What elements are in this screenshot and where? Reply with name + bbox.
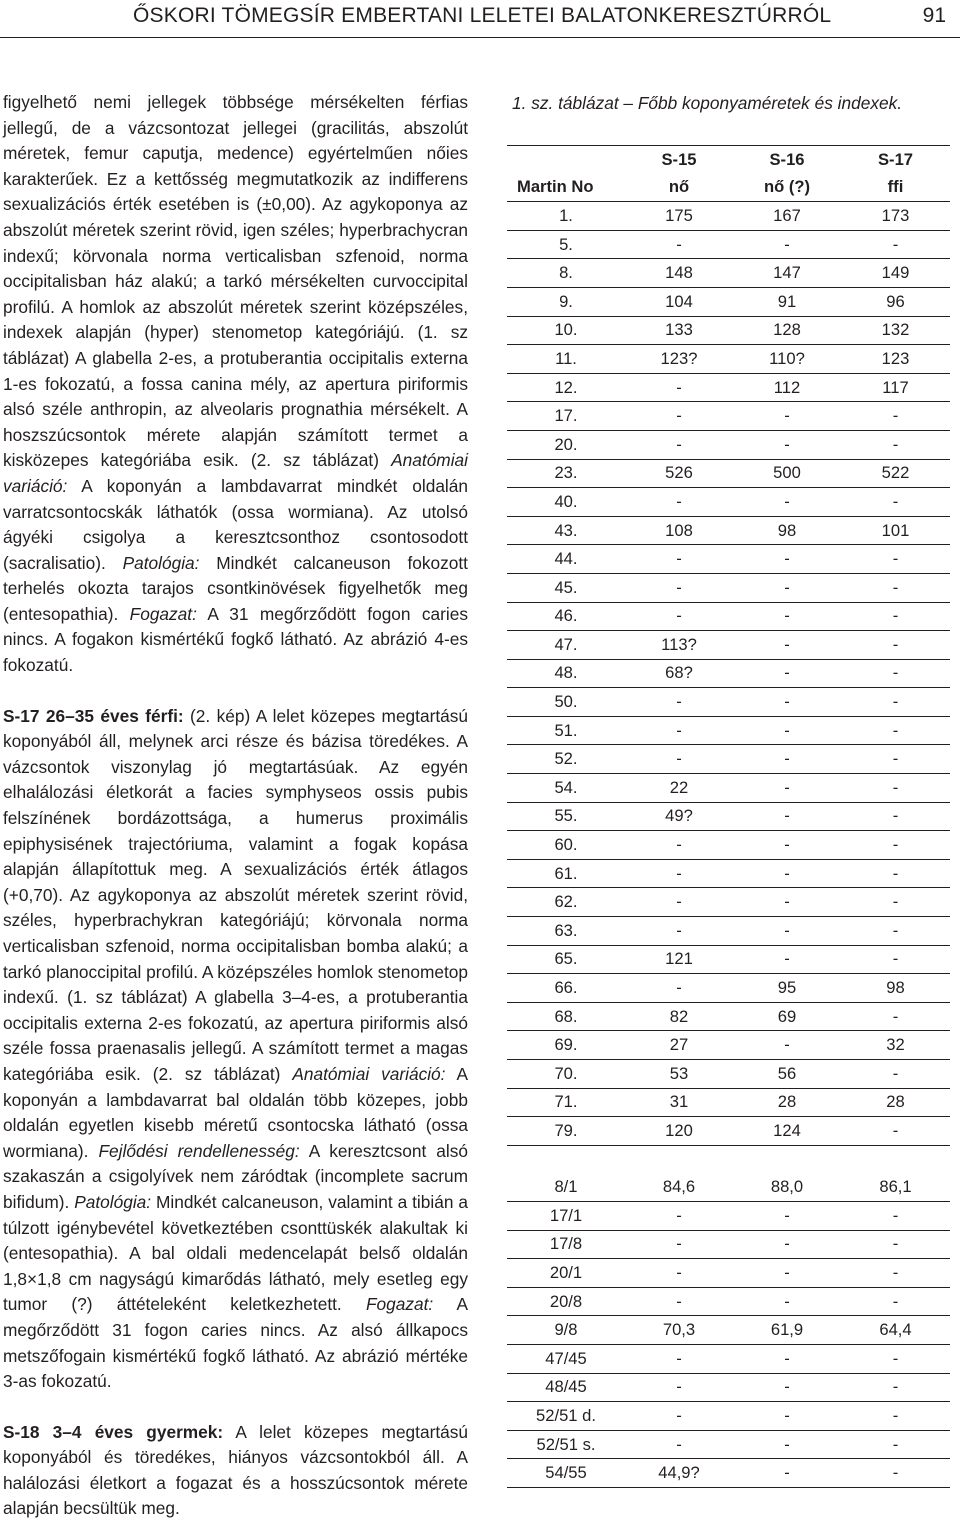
table-cell: -	[676, 606, 682, 626]
table-cell: -	[676, 434, 682, 454]
table-row	[507, 202, 950, 231]
table-cell: 20/8	[549, 1291, 583, 1311]
table-row	[507, 774, 950, 803]
header-cell: Martin No	[517, 177, 594, 197]
table-cell: -	[892, 1434, 899, 1454]
table-row	[507, 1374, 950, 1403]
table-cell: -	[784, 1234, 790, 1254]
table-cell: 117	[882, 377, 909, 397]
table-cell: 63.	[554, 920, 578, 940]
paragraph-s17-description: S-17 26–35 éves férfi: (2. kép) A lelet közepes megtartású koponyából áll, melynek arci része és bázisa töredékes. A vázcsontok viszonylag jó megtartásúak. Az egyén elhalálozási életkorát a facies symphyseos ossis pubis felszínének bordázottsága, a humerus proximális epiphysisének trajectóriuma, valamint a fogak kopása alapján állapítottuk meg. A sexualizációs érték átlagos (+0,70). Az agykoponya az abszolút méretek szerint rövid, széles, hyperbrachykran kategóriájú; körvonala norma verticalisban szfenoid, norma occipitalisban bomba alakú; a tarkó planoccipital profilú. A középszéles homlok stenometop indexű. (1. sz táblázat) A glabella 3–4-es, a protuberantia occipitalis externa 2-es fokozatú, az apertura piriformis alsó széle fossa praenasalis jellegű. A számított termet a magas kategóriába esik. (2. sz táblázat) Anatómiai variáció: A koponyán a lambdavarrat bal oldalán több közepes, jobb oldalán egyetlen kisebb méretű csontocska látható (ossa wormiana). Fejlődési rendellenesség: A keresztcsont alsó szakaszán a csigolyívek nem záródtak (incomplete sacrum bifidum). Patológia: Mindkét calcaneuson, valamint a tibián a túlzott igénybevétel következtében csonttüskék alakultak ki (entesopathia). A bal oldali medencelapát belső oldalán 1,8×1,8 cm nagyságú kimarődás látható, mely esetleg egy tumor (?) áttételeként keletkezhetett. Fogazat: A megőrződött 31 fogon caries nincs. Az alsó állkapocs metszőfogain kismértékű fogkő látható. Az abrázió mértéke 3-as fokozatú.	[3, 705, 469, 1392]
table-header-row	[507, 174, 950, 203]
table-row	[507, 1031, 950, 1060]
table-cell: -	[892, 1262, 899, 1282]
table-cell: -	[784, 663, 790, 683]
table-cell: 66.	[554, 978, 578, 998]
table-row	[507, 545, 950, 574]
table-cell: 167	[773, 205, 801, 225]
table-cell: -	[892, 692, 899, 712]
table-header-row	[507, 146, 950, 174]
table-cell: -	[784, 1262, 790, 1282]
table-cell: -	[676, 406, 682, 426]
table-cell: -	[784, 491, 790, 511]
table-cell: -	[784, 920, 790, 940]
table-cell: -	[784, 1205, 790, 1225]
table-cell: 88,0	[770, 1177, 804, 1197]
table-row	[507, 488, 950, 517]
table-row	[507, 1288, 950, 1317]
table-row	[507, 631, 950, 660]
table-cell: -	[676, 377, 682, 397]
header-divider	[0, 37, 960, 38]
body-text-column	[3, 90, 468, 1522]
table-row	[507, 603, 950, 632]
table-row	[507, 1316, 950, 1345]
table-row	[507, 374, 950, 403]
table-cell: 62.	[554, 892, 578, 912]
table-cell: -	[784, 634, 790, 654]
table-cell: 54.	[554, 777, 578, 797]
table-cell: -	[676, 1348, 682, 1368]
table-cell: 69.	[554, 1035, 578, 1055]
table-cell: -	[784, 835, 790, 855]
table-cell: 104	[665, 291, 693, 311]
table-row	[507, 460, 950, 489]
table-cell: 175	[665, 205, 693, 225]
table-cell: 128	[773, 320, 801, 340]
table-cell: -	[892, 634, 899, 654]
table-row	[507, 688, 950, 717]
table-cell: -	[676, 491, 682, 511]
table-cell: 82	[669, 1006, 689, 1026]
table-cell: -	[892, 863, 899, 883]
table-cell: -	[676, 720, 682, 740]
table-cell: 86,1	[879, 1177, 912, 1197]
table-cell: -	[784, 1035, 790, 1055]
measurements-body	[507, 202, 950, 1146]
table-row	[507, 1459, 950, 1487]
table-cell: 32	[886, 1035, 905, 1055]
table-cell: -	[892, 1205, 899, 1225]
table-cell: 112	[773, 377, 801, 397]
table-cell: -	[892, 806, 899, 826]
table-cell: 17/8	[549, 1234, 583, 1254]
table-cell: 50.	[554, 692, 578, 712]
table-cell: -	[784, 606, 790, 626]
table-row	[507, 231, 950, 260]
table-cell: -	[892, 606, 899, 626]
table-cell: 133	[665, 320, 693, 340]
table-cell: 96	[886, 291, 905, 311]
table-row	[507, 288, 950, 317]
table-cell: 108	[665, 520, 693, 540]
table-cell: -	[892, 549, 899, 569]
table-cell: 56	[777, 1063, 797, 1083]
table-cell: 95	[777, 978, 797, 998]
table-cell: 28	[777, 1092, 797, 1112]
table-cell: 121	[665, 949, 693, 969]
table-cell: 10.	[554, 320, 578, 340]
table-cell: 132	[881, 320, 910, 340]
table-cell: 113?	[661, 634, 697, 654]
table-cell: -	[892, 434, 899, 454]
table-cell: 9/8	[554, 1320, 578, 1340]
table-cell: 110?	[769, 348, 805, 368]
running-title: ŐSKORI TÖMEGSÍR EMBERTANI LELETEI BALATONKERESZTÚRRÓL	[133, 4, 832, 27]
table-cell: 11.	[555, 348, 577, 368]
table-cell: 9.	[559, 291, 573, 311]
table-row	[507, 517, 950, 546]
header-cell: S-17	[877, 149, 914, 169]
table-cell: 123?	[660, 348, 698, 368]
table-cell: 20.	[554, 434, 578, 454]
table-cell: 120	[665, 1120, 693, 1140]
table-cell: 1.	[559, 205, 573, 225]
paragraph-s15-description: figyelhető nemi jellegek többsége mérsékelten férfias jellegű, de a vázcsontozat jellegei (gracilitás, abszolút méretek, femur caputja, medence) egyértelműen nőies karakterűek. Ez a kettősség megmutatkozik az indifferens sexualizációs érték esetében is (±0,00). Az agykoponya az abszolút méretek szerint rövid, igen széles; hyperbrachycran indexű; körvonala norma verticalisban szfenoid, norma occipitalisban ház alakú; a tarkó mérsékelten curvoccipital profilú. A homlok az abszolút méretek szerint középszéles, indexek alapján (hyper) stenometop kategóriájú. (1. sz táblázat) A glabella 2-es, a protuberantia occipitalis externa 1-es fokozatú, a fossa canina mély, az apertura piriformis alsó széle anthropin, az alveolaris prognathia mérsékelt. A hoszszúcsontok mérete alapján számított termet a kisközepes kategóriába esik. (2. sz táblázat) Anatómiai variáció: A koponyán a lambdavarrat mindkét oldalán varratcsontocskák láthatók (ossa wormiana). Az utolsó ágyéki csigolya a keresztcsonthoz csontosodott (sacralisatio). Patológia: Mindkét calcaneuson fokozott terhelés okozta tarajos csontkinövések figyelhetők meg (entesopathia). Fogazat: A 31 megőrződött fogon caries nincs. A fogakon kismértékű fogkő látható. Az abrázió 4-es fokozatú.	[3, 92, 468, 676]
table-cell: -	[892, 1405, 899, 1425]
table-row	[507, 974, 950, 1003]
table-cell: 48.	[554, 663, 578, 683]
table-cell: 98	[777, 520, 797, 540]
table-cell: -	[784, 863, 790, 883]
table-cell: 522	[881, 463, 910, 483]
table-cell: 5.	[559, 234, 573, 254]
section-heading-s18: S-18 3–4 éves gyermek:	[3, 1421, 224, 1442]
table-cell: -	[892, 1377, 899, 1397]
table-cell: -	[784, 1405, 790, 1425]
table-row	[507, 1431, 950, 1460]
table-cell: -	[784, 549, 790, 569]
table-cell: 60.	[554, 835, 578, 855]
header-cell: S-16	[769, 149, 805, 169]
table-row	[507, 574, 950, 603]
table-cell: -	[676, 920, 682, 940]
table-cell: 173	[881, 205, 910, 225]
table-cell: 44.	[554, 549, 578, 569]
table-cell: -	[676, 1434, 682, 1454]
table-cell: -	[784, 577, 790, 597]
table-row	[507, 1402, 950, 1431]
table-cell: -	[892, 491, 899, 511]
table-cell: -	[784, 949, 790, 969]
table-cell: 70.	[554, 1063, 578, 1083]
table-cell: 148	[665, 263, 693, 283]
table-cell: 40.	[554, 491, 578, 511]
table-cell: -	[676, 1291, 682, 1311]
table-cell: -	[784, 1377, 790, 1397]
page-number: 91	[922, 4, 946, 27]
table-cell: 46.	[554, 606, 578, 626]
table-cell: 12.	[554, 377, 578, 397]
table-cell: -	[676, 1205, 682, 1225]
table-cell: 47/45	[545, 1348, 587, 1368]
table-cell: 70,3	[662, 1320, 696, 1340]
table-cell: -	[784, 1348, 790, 1368]
table-cell: 28	[886, 1092, 905, 1112]
table-cell: -	[676, 1234, 682, 1254]
table-row	[507, 860, 950, 889]
table-cell: -	[784, 434, 790, 454]
table-cell: -	[892, 777, 899, 797]
table-cell: -	[784, 1434, 790, 1454]
table-cell: -	[784, 1463, 790, 1483]
table-cell: -	[784, 406, 790, 426]
table-cell: 98	[886, 978, 905, 998]
table-cell: 61,9	[770, 1320, 804, 1340]
table-cell: -	[676, 1262, 682, 1282]
table-cell: 65.	[554, 949, 578, 969]
table-cell: 52.	[554, 749, 578, 769]
table-cell: 51.	[554, 720, 578, 740]
table-cell: -	[676, 577, 682, 597]
skull-measurements-table	[507, 145, 950, 1488]
table-cell: -	[676, 549, 682, 569]
table-cell: 71.	[554, 1092, 578, 1112]
table-cell: 84,6	[662, 1177, 696, 1197]
table-cell: -	[892, 234, 899, 254]
table-row	[507, 803, 950, 832]
table-cell: 101	[881, 520, 910, 540]
table-cell: -	[892, 1063, 899, 1083]
table-row	[507, 917, 950, 946]
table-cell: -	[892, 1348, 899, 1368]
table-cell: -	[892, 892, 899, 912]
table-cell: 52/51 d.	[536, 1405, 596, 1425]
table-caption: 1. sz. táblázat – Főbb koponyaméretek és indexek.	[512, 93, 903, 113]
table-row	[507, 831, 950, 860]
table-cell: -	[892, 1120, 899, 1140]
table-cell: -	[892, 1291, 899, 1311]
table-cell: -	[784, 1291, 790, 1311]
table-row	[507, 1117, 950, 1146]
table-cell: 500	[773, 463, 801, 483]
table-cell: 52/51 s.	[536, 1434, 596, 1454]
table-cell: 49?	[665, 806, 693, 826]
table-cell: 31	[669, 1092, 689, 1112]
table-row	[507, 431, 950, 460]
table-cell: 61.	[554, 863, 578, 883]
table-cell: 64,4	[879, 1320, 912, 1340]
table-cell: -	[892, 749, 899, 769]
table-cell: -	[892, 1463, 899, 1483]
table-cell: 48/45	[545, 1377, 587, 1397]
table-cell: -	[676, 892, 682, 912]
table-row	[507, 1003, 950, 1032]
table-cell: 22	[669, 777, 689, 797]
table-cell: 123	[881, 348, 910, 368]
indices-body	[507, 1173, 950, 1487]
table-cell: -	[676, 1377, 682, 1397]
table-cell: 69	[777, 1006, 797, 1026]
table-row	[507, 1089, 950, 1118]
table-row	[507, 660, 950, 689]
table-cell: 68?	[665, 663, 693, 683]
table-row	[507, 1173, 950, 1202]
header-cell: nő	[668, 177, 690, 197]
table-row	[507, 717, 950, 746]
table-cell: -	[676, 749, 682, 769]
table-row	[507, 259, 950, 288]
header-cell: ffi	[887, 177, 904, 197]
table-cell: 17.	[554, 406, 578, 426]
table-row	[507, 1345, 950, 1374]
table-cell: 91	[777, 291, 797, 311]
table-cell: 45.	[554, 577, 578, 597]
table-cell: 54/55	[545, 1463, 587, 1483]
table-row	[507, 1259, 950, 1288]
table-row	[507, 888, 950, 917]
table-cell: 53	[669, 1063, 689, 1083]
table-cell: -	[676, 234, 682, 254]
table-cell: 44,9?	[658, 1463, 700, 1483]
table-row	[507, 345, 950, 374]
table-row	[507, 745, 950, 774]
table-cell: -	[892, 920, 899, 940]
table-cell: 20/1	[549, 1262, 583, 1282]
table-cell: 23.	[554, 463, 578, 483]
table-row	[507, 1060, 950, 1089]
table-cell: -	[784, 806, 790, 826]
table-row	[507, 317, 950, 346]
table-cell: 147	[773, 263, 801, 283]
table-cell: 124	[773, 1120, 801, 1140]
table-cell: -	[892, 720, 899, 740]
paragraph-s18-description: S-18 3–4 éves gyermek: A lelet közepes megtartású koponyából és töredékes, hiányos vázcsontokból áll. A halálozási életkort a fogazat és a hosszúcsontok mérete alapján becsültük meg.	[3, 1421, 468, 1519]
table-cell: -	[892, 663, 899, 683]
table-cell: -	[784, 720, 790, 740]
page-header	[0, 0, 960, 40]
table-cell: 149	[881, 263, 910, 283]
table-cell: -	[892, 577, 899, 597]
table-row	[507, 1202, 950, 1231]
section-heading-s17: S-17 26–35 éves férfi:	[3, 705, 184, 726]
header-cell: nő (?)	[763, 177, 811, 197]
table-cell: -	[784, 692, 790, 712]
table-cell: -	[676, 1405, 682, 1425]
table-cell: -	[784, 749, 790, 769]
table-cell: -	[676, 835, 682, 855]
table-cell: 68.	[554, 1006, 578, 1026]
table-cell: -	[784, 892, 790, 912]
table-cell: -	[676, 978, 682, 998]
table-cell: -	[892, 1006, 899, 1026]
table-cell: 8/1	[554, 1177, 578, 1197]
table-cell: 79.	[554, 1120, 578, 1140]
table-cell: 17/1	[549, 1205, 583, 1225]
table-cell: 55.	[554, 806, 578, 826]
table-cell: 27	[669, 1035, 689, 1055]
table-row	[507, 946, 950, 975]
table-cell: 8.	[559, 263, 573, 283]
table-cell: -	[892, 835, 899, 855]
table-cell: 43.	[554, 520, 578, 540]
table-cell: -	[892, 406, 899, 426]
table-cell: 47.	[554, 634, 578, 654]
table-cell: -	[676, 863, 682, 883]
table-cell: -	[784, 777, 790, 797]
table-cell: 526	[665, 463, 693, 483]
table-row	[507, 1231, 950, 1260]
table-cell: -	[892, 949, 899, 969]
table-cell: -	[676, 692, 682, 712]
table-spacer	[507, 1146, 950, 1174]
table-cell: -	[784, 234, 790, 254]
header-cell: S-15	[661, 149, 697, 169]
table-cell: -	[892, 1234, 899, 1254]
table-row	[507, 402, 950, 431]
